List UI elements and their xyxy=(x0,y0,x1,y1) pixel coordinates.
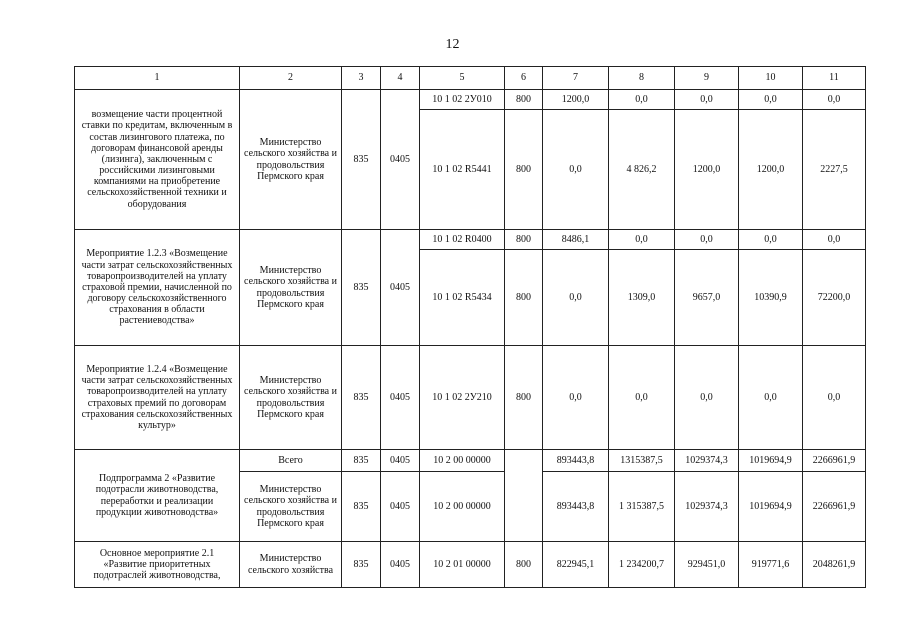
responsible-organization: Министерство сельского хозяйства и продовольствия Пермского края xyxy=(240,230,342,346)
amount-col7: 0,0 xyxy=(543,110,609,230)
measure-description: возмещение части процентной ставки по кредитам, включенным в состав лизингового платежа, по договорам финансовой аренды (лизинга), заключенным с российскими лизинговыми компаниями на приобретение сельскохозяйственной техники и оборудования xyxy=(75,90,240,230)
ministry-code: 835 xyxy=(342,542,381,588)
expense-type-code: 800 xyxy=(505,346,543,450)
responsible-organization: Министерство сельского хозяйства и продовольствия Пермского края xyxy=(240,90,342,230)
ministry-code: 835 xyxy=(342,346,381,450)
expense-type-code: 800 xyxy=(505,230,543,250)
responsible-organization: Министерство сельского хозяйства xyxy=(240,542,342,588)
column-header: 2 xyxy=(240,67,342,90)
amount-col7: 893443,8 xyxy=(543,450,609,472)
budget-table xyxy=(74,66,866,588)
amount-col8: 1315387,5 xyxy=(609,450,675,472)
amount-col9: 0,0 xyxy=(675,90,739,110)
amount-col7: 8486,1 xyxy=(543,230,609,250)
amount-col11: 2227,5 xyxy=(803,110,866,230)
total-label: Всего xyxy=(240,450,342,472)
amount-col9: 0,0 xyxy=(675,346,739,450)
amount-col9: 1029374,3 xyxy=(675,450,739,472)
target-item-code: 10 1 02 R5434 xyxy=(420,250,505,346)
measure-description: Мероприятие 1.2.4 «Возмещение части затрат сельскохозяйственных товаропроизводителей на уплату страховых премий по договорам страхования сельскохозяйственных культур» xyxy=(75,346,240,450)
section-code: 0405 xyxy=(381,542,420,588)
ministry-code: 835 xyxy=(342,472,381,542)
amount-col7: 0,0 xyxy=(543,250,609,346)
expense-type-code xyxy=(505,450,543,542)
table-row xyxy=(75,542,866,588)
amount-col10: 919771,6 xyxy=(739,542,803,588)
amount-col11: 2266961,9 xyxy=(803,472,866,542)
target-item-code: 10 2 00 00000 xyxy=(420,450,505,472)
target-item-code: 10 2 00 00000 xyxy=(420,472,505,542)
section-code: 0405 xyxy=(381,346,420,450)
amount-col11: 0,0 xyxy=(803,346,866,450)
ministry-code: 835 xyxy=(342,450,381,472)
table-row xyxy=(75,90,866,110)
amount-col8: 4 826,2 xyxy=(609,110,675,230)
amount-col8: 1 315387,5 xyxy=(609,472,675,542)
amount-col7: 893443,8 xyxy=(543,472,609,542)
amount-col11: 2048261,9 xyxy=(803,542,866,588)
column-header: 10 xyxy=(739,67,803,90)
amount-col9: 929451,0 xyxy=(675,542,739,588)
target-item-code: 10 2 01 00000 xyxy=(420,542,505,588)
amount-col11: 0,0 xyxy=(803,90,866,110)
expense-type-code: 800 xyxy=(505,90,543,110)
table-row xyxy=(75,450,866,472)
target-item-code: 10 1 02 R5441 xyxy=(420,110,505,230)
expense-type-code: 800 xyxy=(505,542,543,588)
responsible-organization: Министерство сельского хозяйства и продовольствия Пермского края xyxy=(240,346,342,450)
column-header: 4 xyxy=(381,67,420,90)
amount-col10: 1200,0 xyxy=(739,110,803,230)
column-header: 6 xyxy=(505,67,543,90)
amount-col8: 1 234200,7 xyxy=(609,542,675,588)
amount-col11: 0,0 xyxy=(803,230,866,250)
amount-col7: 0,0 xyxy=(543,346,609,450)
amount-col8: 0,0 xyxy=(609,90,675,110)
amount-col9: 9657,0 xyxy=(675,250,739,346)
column-header: 5 xyxy=(420,67,505,90)
table-row xyxy=(75,346,866,450)
amount-col8: 1309,0 xyxy=(609,250,675,346)
expense-type-code: 800 xyxy=(505,110,543,230)
subprogram-description: Подпрограмма 2 «Развитие подотрасли животноводства, переработки и реализации продукции животноводства» xyxy=(75,450,240,542)
amount-col7: 822945,1 xyxy=(543,542,609,588)
amount-col10: 10390,9 xyxy=(739,250,803,346)
target-item-code: 10 1 02 2У010 xyxy=(420,90,505,110)
amount-col10: 0,0 xyxy=(739,346,803,450)
table-header-row xyxy=(75,67,866,90)
target-item-code: 10 1 02 R0400 xyxy=(420,230,505,250)
column-header: 1 xyxy=(75,67,240,90)
amount-col9: 1200,0 xyxy=(675,110,739,230)
amount-col11: 2266961,9 xyxy=(803,450,866,472)
section-code: 0405 xyxy=(381,90,420,230)
column-header: 9 xyxy=(675,67,739,90)
amount-col9: 1029374,3 xyxy=(675,472,739,542)
column-header: 3 xyxy=(342,67,381,90)
section-code: 0405 xyxy=(381,472,420,542)
amount-col8: 0,0 xyxy=(609,346,675,450)
amount-col10: 1019694,9 xyxy=(739,450,803,472)
amount-col8: 0,0 xyxy=(609,230,675,250)
page-number: 12 xyxy=(445,37,460,52)
responsible-organization: Министерство сельского хозяйства и продовольствия Пермского края xyxy=(240,472,342,542)
amount-col10: 1019694,9 xyxy=(739,472,803,542)
section-code: 0405 xyxy=(381,230,420,346)
measure-description: Основное мероприятие 2.1 «Развитие приоритетных подотраслей животноводства, xyxy=(75,542,240,588)
ministry-code: 835 xyxy=(342,230,381,346)
amount-col10: 0,0 xyxy=(739,230,803,250)
table-row xyxy=(75,230,866,250)
column-header: 7 xyxy=(543,67,609,90)
target-item-code: 10 1 02 2У210 xyxy=(420,346,505,450)
amount-col11: 72200,0 xyxy=(803,250,866,346)
measure-description: Мероприятие 1.2.3 «Возмещение части затрат сельскохозяйственных товаропроизводителей на уплату страховой премии, начисленной по договору сельскохозяйственного страхования в области растениеводства» xyxy=(75,230,240,346)
amount-col10: 0,0 xyxy=(739,90,803,110)
column-header: 8 xyxy=(609,67,675,90)
expense-type-code: 800 xyxy=(505,250,543,346)
column-header: 11 xyxy=(803,67,866,90)
ministry-code: 835 xyxy=(342,90,381,230)
section-code: 0405 xyxy=(381,450,420,472)
amount-col7: 1200,0 xyxy=(543,90,609,110)
amount-col9: 0,0 xyxy=(675,230,739,250)
